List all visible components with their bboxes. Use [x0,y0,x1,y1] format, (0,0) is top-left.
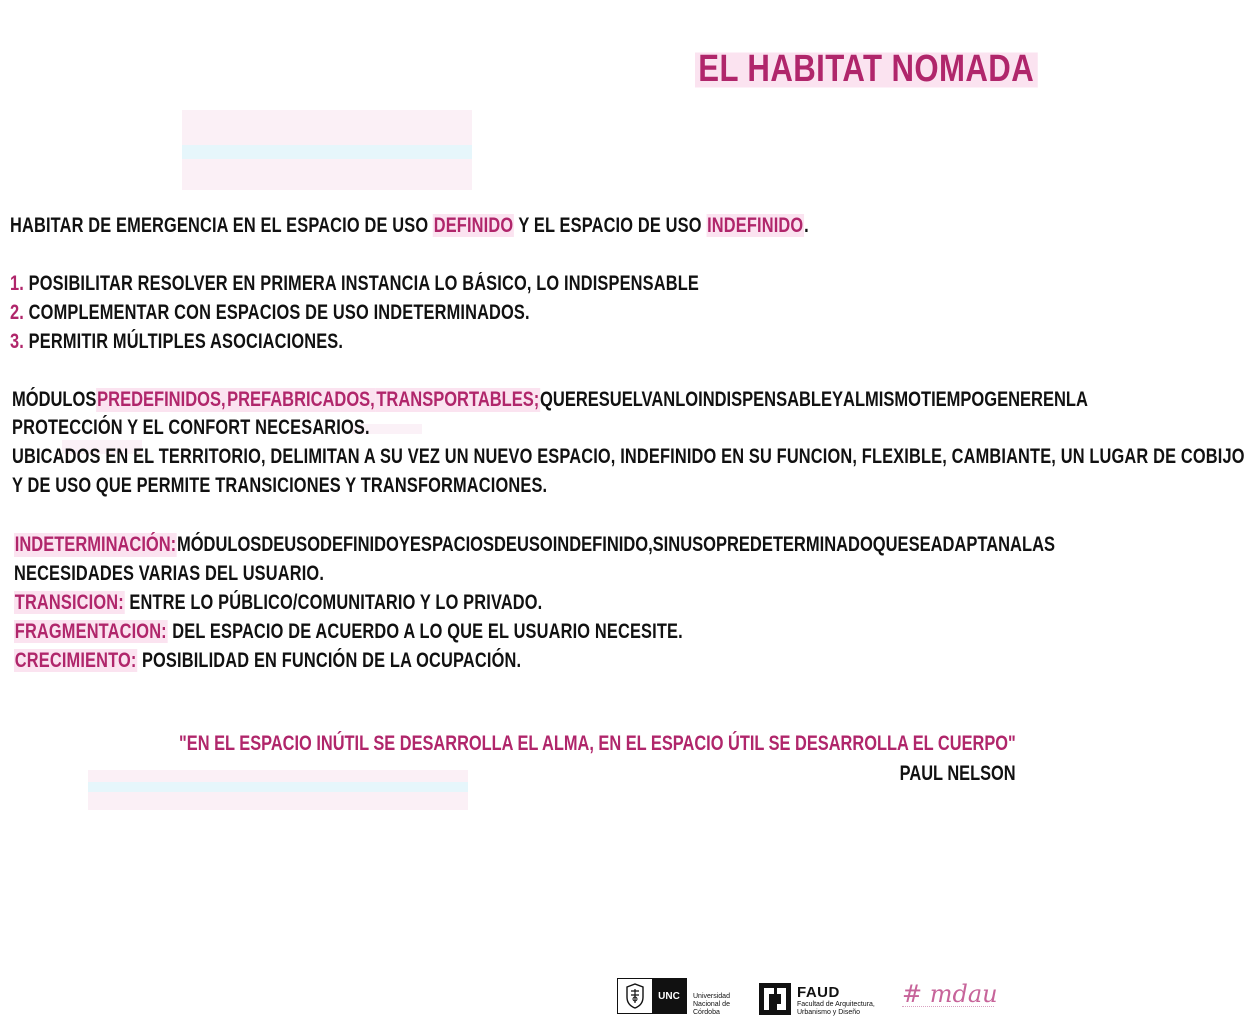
modulos-word: MISMO [865,388,921,411]
list-item [10,301,530,325]
highlight-predefinidos: PREDEFINIDOS, [97,388,226,411]
indet-word: PREDETERMINADO [715,533,873,556]
mdau-hashtag: # mdau [902,980,998,1008]
highlight-prefabricados: PREFABRICADOS, [227,388,375,411]
indet-word: A [1010,533,1022,556]
faud-logo-icon [758,982,792,1016]
modulos-word: GENEREN [984,388,1066,411]
modulos-word: INDISPENSABLE [698,388,833,411]
quote: "EN EL ESPACIO INÚTIL SE DESARROLLA EL ALMA, EN EL ESPACIO ÚTIL SE DESARROLLA EL CUERPO" [179,732,1016,755]
intro-highlight-indefinido: INDEFINIDO [707,214,804,237]
faud-title: FAUD [797,984,840,1001]
list-text: PERMITIR MÚLTIPLES ASOCIACIONES. [23,330,344,353]
unc-name: Universidad Nacional de Córdoba [693,993,730,1016]
concept-text: DEL ESPACIO DE ACUERDO A LO QUE EL USUARIO NECESITE. [167,620,683,643]
concept-text: ENTRE LO PÚBLICO/COMUNITARIO Y LO PRIVADO. [124,591,543,614]
indet-word: USO [284,533,321,556]
concept-item-crecimiento [14,649,521,673]
mdau-underline [902,1006,994,1009]
unc-tag: UNC [652,979,686,1013]
concept-item-fragmentacion [14,620,683,644]
list-item [10,272,699,296]
list-text: COMPLEMENTAR CON ESPACIOS DE USO INDETERMINADOS. [23,301,530,324]
indet-word: INDEFINIDO, [552,533,653,556]
indet-word: ADAPTAN [930,533,1011,556]
intro-text-3: . [804,214,809,237]
concept-label: CRECIMIENTO: [14,649,137,672]
indeterminacion-line-1 [14,533,1055,557]
indet-word: Y [398,533,410,556]
list-number: 3. [10,330,24,353]
indet-word: USO [516,533,553,556]
indet-word: QUE [872,533,909,556]
modulos-line-1 [12,388,1088,412]
modulos-line-3: UBICADOS EN EL TERRITORIO, DELIMITAN A SU VEZ UN NUEVO ESPACIO, INDEFINIDO EN SU FUNCION, FLEXIBLE, CAMBIANTE, UN LUGAR DE COBIJO [12,445,1245,468]
indet-word: DE [494,533,517,556]
quote-author: PAUL NELSON [900,762,1016,785]
indet-word: SIN [652,533,681,556]
modulos-word: LO [675,388,699,411]
concept-label: TRANSICION: [14,591,124,614]
faud-subtitle: Facultad de Arquitectura, Urbanismo y Diseño [797,1001,875,1016]
indet-word: DE [261,533,285,556]
concept-item-transicion [14,591,542,615]
list-text: POSIBILITAR RESOLVER EN PRIMERA INSTANCIA LO BÁSICO, LO INDISPENSABLE [23,272,699,295]
modulos-word: AL [843,388,866,411]
ghost-modulos-artifact-blue [88,782,468,792]
indet-word: DEFINIDO [320,533,399,556]
indet-word: SE [908,533,931,556]
ghost-title-artifact-blue [182,145,472,159]
unc-shield-icon [618,979,652,1013]
list-number: 2. [10,301,24,324]
concept-text: POSIBILIDAD EN FUNCIÓN DE LA OCUPACIÓN. [137,649,522,672]
modulos-lead: MÓDULOS [12,388,97,411]
modulos-word: QUE [540,388,576,411]
indet-word: LAS [1021,533,1055,556]
label-indeterminacion: INDETERMINACIÓN: [14,533,177,556]
intro-line [10,214,809,238]
intro-highlight-definido: DEFINIDO [433,214,514,237]
page-title: EL HABITAT NOMADA [695,48,1037,91]
modulos-word: Y [832,388,844,411]
indeterminacion-line-2: NECESIDADES VARIAS DEL USUARIO. [14,562,325,585]
modulos-line-4: Y DE USO QUE PERMITE TRANSICIONES Y TRANSFORMACIONES. [12,474,548,497]
concept-label: FRAGMENTACION: [14,620,167,643]
indet-word: ESPACIOS [409,533,495,556]
highlight-transportables: TRANSPORTABLES; [376,388,540,411]
list-number: 1. [10,272,24,295]
unc-logo [617,978,687,1014]
modulos-word: LA [1065,388,1088,411]
modulos-word: RESUELVAN [575,388,676,411]
list-item [10,330,343,354]
indet-word: MÓDULOS [176,533,262,556]
modulos-word: TIEMPO [920,388,985,411]
modulos-line-2: PROTECCIÓN Y EL CONFORT NECESARIOS. [12,416,370,439]
intro-text-2: Y EL ESPACIO DE USO [514,214,707,237]
intro-text-1: HABITAR DE EMERGENCIA EN EL ESPACIO DE USO [10,214,433,237]
indet-word: USO [680,533,716,556]
